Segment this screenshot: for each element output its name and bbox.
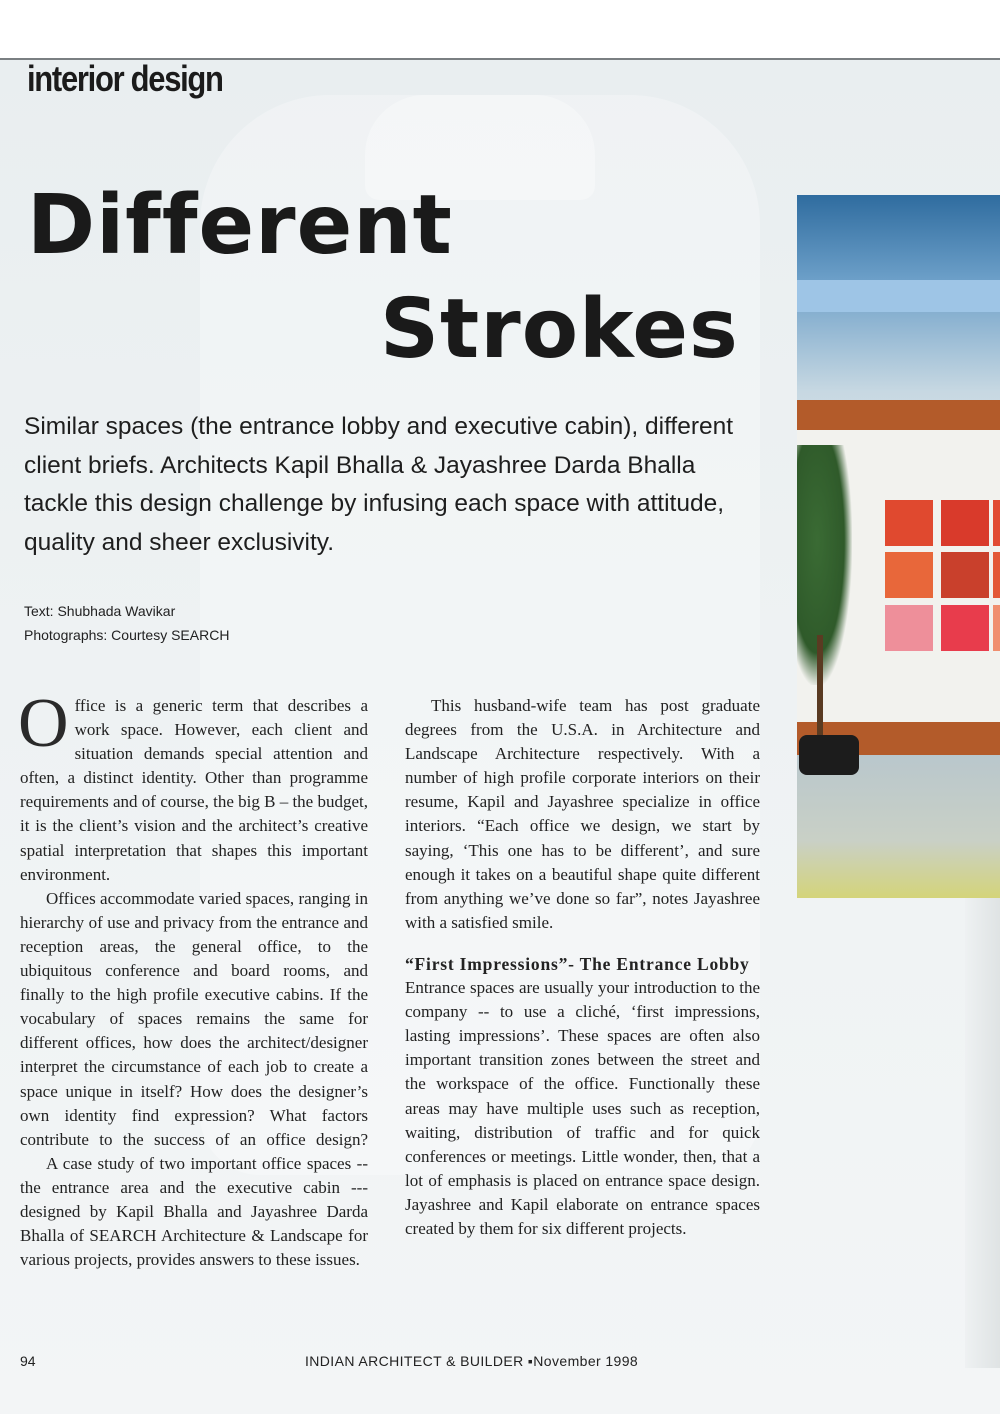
page-edge-shadow [965, 898, 1000, 1368]
title-line-2: Strokes [380, 282, 739, 377]
lobby-photo [797, 195, 1000, 898]
photo-floor [797, 755, 1000, 898]
dropcap: O [18, 685, 69, 762]
section-label: interior design [27, 58, 223, 99]
right-column [405, 694, 760, 1241]
text-credit: Text: Shubhada Wavikar [24, 603, 176, 619]
subheading: “First Impressions”- The Entrance Lobby [405, 953, 750, 974]
deck-line: quality and sheer exclusivity. [24, 528, 335, 556]
art-tile [885, 552, 933, 598]
footer-publication [305, 1353, 638, 1369]
photo-plant-pot [799, 735, 859, 775]
art-tile [941, 605, 989, 651]
photo-ceiling [797, 280, 1000, 312]
photo-plant-trunk [817, 635, 823, 745]
deck-line: Similar spaces (the entrance lobby and executive cabin), different [24, 413, 734, 440]
art-tile [941, 552, 989, 598]
title-line-1: Different [27, 178, 453, 273]
deck-line: client briefs. Architects Kapil Bhalla & Jayashree Darda Bhalla [24, 451, 696, 479]
publication-name: INDIAN ARCHITECT & BUILDER [305, 1353, 524, 1369]
page-number: 94 [20, 1353, 36, 1369]
art-tile [993, 552, 1000, 598]
photo-beam-top [797, 400, 1000, 430]
credits [24, 599, 229, 647]
paragraph: Entrance spaces are usually your introduction to the company -- to use a cliché, ‘first impressions, lasting impressions’. These spaces are often also important transition zones between the street and the workspace of the office. Functionally these areas may have multiple uses such as reception, waiting, distribution of traffic and for quick conferences or meetings. Little wonder, then, that a lot of emphasis is placed on entrance space design. Jayashree and Kapil elaborate on entrance spaces created by them for six different projects. [405, 978, 760, 1238]
art-tile [885, 605, 933, 651]
paragraph: A case study of two important office spaces -- the entrance area and the executive cabin --- designed by Kapil Bhalla and Jayashree Darda Bhalla of SEARCH Architecture & Landscape for various projects, provides answers to these issues. [20, 1153, 368, 1270]
photo-credit: Photographs: Courtesy SEARCH [24, 627, 230, 643]
art-tile [941, 500, 989, 546]
photo-plant [797, 445, 852, 685]
paragraph: Offices accommodate varied spaces, ranging in hierarchy of use and privacy from the entrance and reception areas, the general office, to the ubiquitous conference and board rooms, and finally to the high profile executive cabins. If the vocabulary of spaces remains the same for different offices, how does the architect/designer interpret the circumstance of each job to create a space unique in itself? How does the designer’s own identity find expression? What factors contribute to the success of an office design? [20, 888, 368, 1149]
art-tile [993, 500, 1000, 546]
issue-date: November 1998 [533, 1353, 639, 1369]
deck-line: tackle this design challenge by infusing each space with attitude, [24, 490, 725, 517]
left-column [18, 685, 368, 1272]
footer-separator: ▪ [527, 1353, 534, 1369]
paragraph-text: ffice is a generic term that describes a work space. However, each client and situation demands special attention and often, a distinct identity. Other than programme requirements and of course, the big B – the budget, it is the client’s vision and the architect’s creative spatial interpretation that shapes this important environment. [20, 696, 368, 884]
art-tile [885, 500, 933, 546]
article-deck [24, 408, 774, 562]
art-tile [993, 605, 1000, 651]
paragraph [18, 685, 368, 887]
paragraph: This husband-wife team has post graduate degrees from the U.S.A. in Architecture and Landscape Architecture respectively. With a number of high profile corporate interiors on their resume, Kapil and Jayashree specialize in office interiors. “Each office we design, we start by saying, ‘This one has to be different’, and sure enough it takes on a beautiful shape quite different from anything we’ve done so far”, notes Jayashree with a satisfied smile. [405, 696, 760, 932]
